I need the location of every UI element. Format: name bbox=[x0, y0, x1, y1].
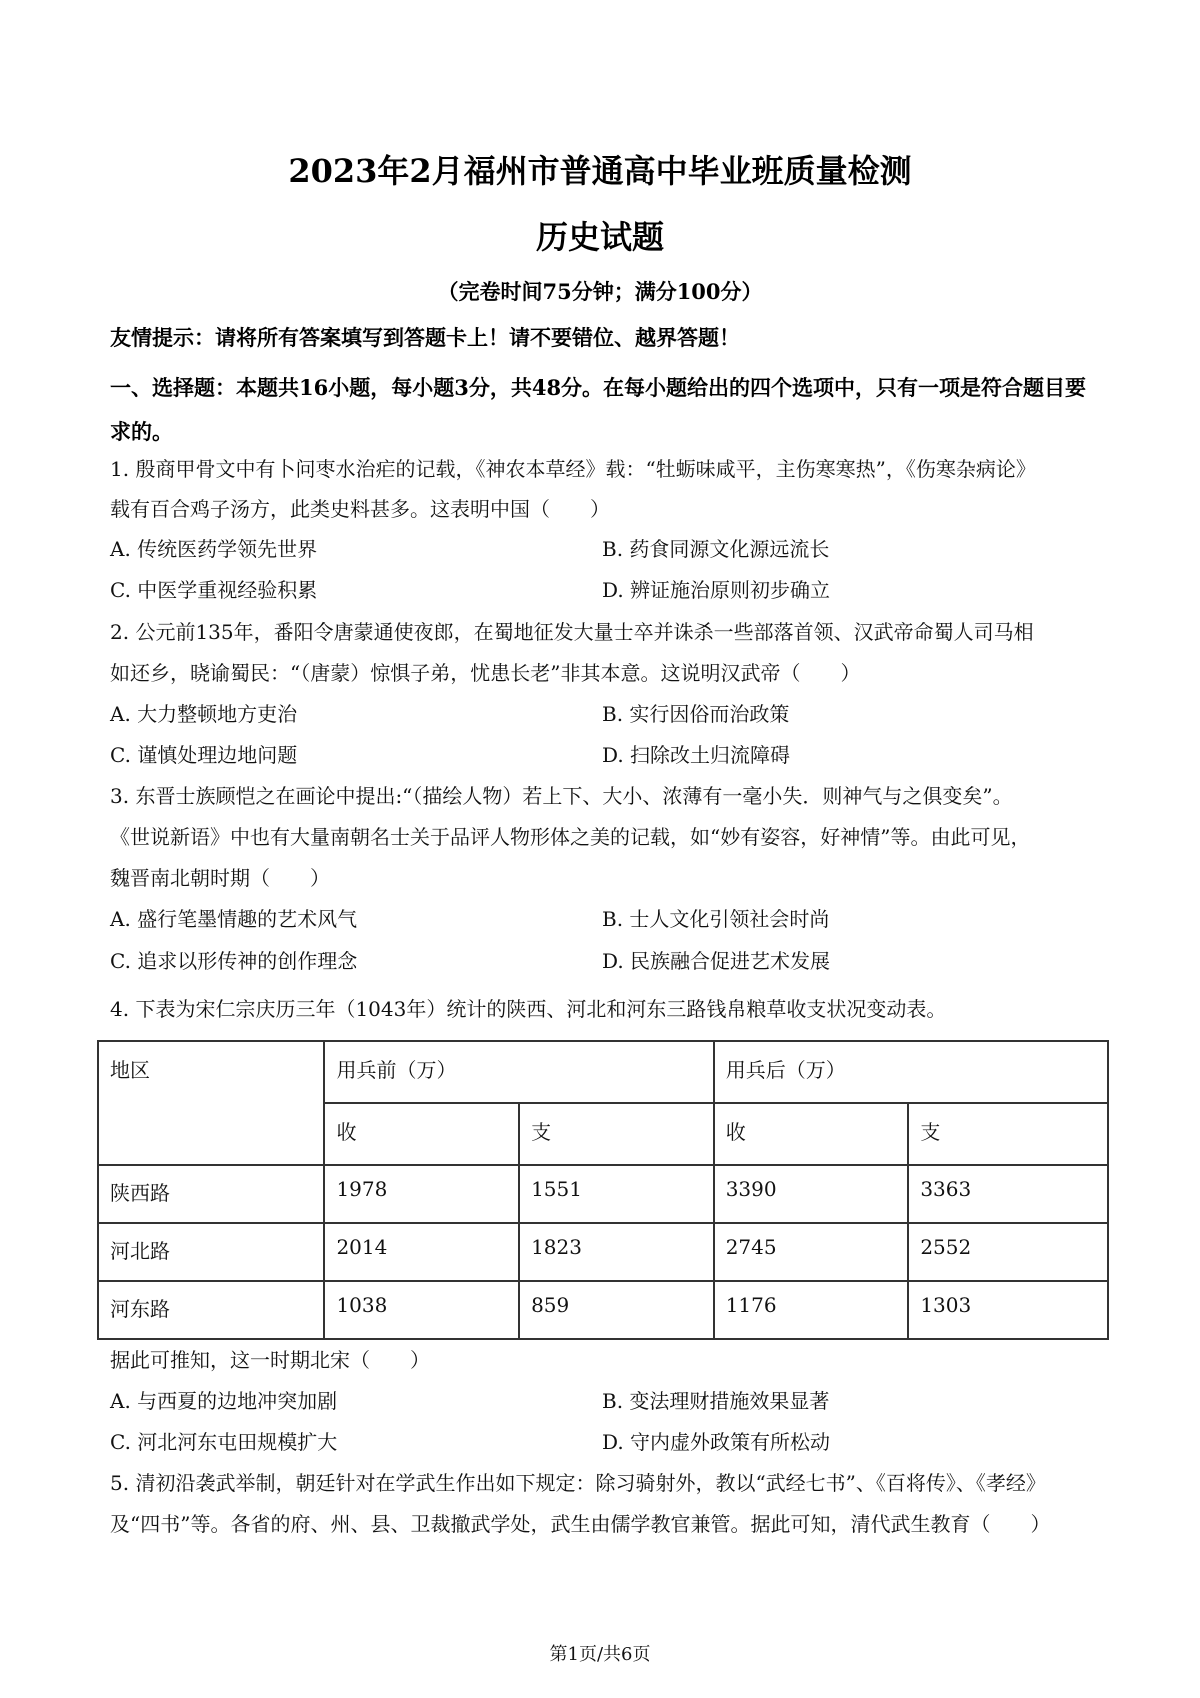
value-cell: 1038 bbox=[324, 1281, 519, 1339]
value-cell: 1303 bbox=[908, 1281, 1108, 1339]
q4-option-d: D. 守内虚外政策有所松动 bbox=[602, 1430, 831, 1454]
region-header: 地区 bbox=[98, 1041, 324, 1165]
table-row bbox=[98, 1165, 1108, 1223]
region-cell: 河东路 bbox=[98, 1281, 324, 1339]
value-cell: 2552 bbox=[908, 1223, 1108, 1281]
q1-option-c: C. 中医学重视经验积累 bbox=[110, 578, 318, 602]
q2-option-b: B. 实行因俗而治政策 bbox=[602, 702, 790, 726]
time-note: （完卷时间75分钟；满分100分） bbox=[437, 279, 763, 304]
income-header: 收 bbox=[714, 1103, 909, 1165]
q5-stem-line: 5. 清初沿袭武举制，朝廷针对在学武生作出如下规定：除习骑射外，教以“武经七书”、《百将传》、《孝经》 bbox=[110, 1471, 1046, 1495]
value-cell: 1823 bbox=[519, 1223, 714, 1281]
after-war-header: 用兵后（万） bbox=[714, 1041, 1108, 1103]
q1-option-d: D. 辨证施治原则初步确立 bbox=[602, 578, 831, 602]
expense-header: 支 bbox=[519, 1103, 714, 1165]
exam-title: 2023年2月福州市普通高中毕业班质量检测 bbox=[288, 152, 912, 190]
table-row bbox=[98, 1281, 1108, 1339]
q2-stem-line: 如还乡，晓谕蜀民：“（唐蒙）惊惧子弟，忧患长老”非其本意。这说明汉武帝（ ） bbox=[110, 661, 861, 685]
q2-option-c: C. 谨慎处理边地问题 bbox=[110, 743, 298, 767]
q1-option-a: A. 传统医药学领先世界 bbox=[110, 537, 318, 561]
value-cell: 859 bbox=[519, 1281, 714, 1339]
q1-stem-line: 载有百合鸡子汤方，此类史料甚多。这表明中国（ ） bbox=[110, 497, 610, 521]
q1-option-b: B. 药食同源文化源远流长 bbox=[602, 537, 830, 561]
q3-option-c: C. 追求以形传神的创作理念 bbox=[110, 949, 358, 973]
before-war-header: 用兵前（万） bbox=[324, 1041, 713, 1103]
exam-subtitle: 历史试题 bbox=[535, 218, 664, 256]
q3-option-d: D. 民族融合促进艺术发展 bbox=[602, 949, 831, 973]
region-cell: 陕西路 bbox=[98, 1165, 324, 1223]
table-header-row bbox=[98, 1041, 1108, 1103]
revenue-expenditure-table bbox=[97, 1040, 1109, 1340]
section-heading: 一、选择题：本题共16小题，每小题3分，共48分。在每小题给出的四个选项中，只有一项是符合题目要求的。 bbox=[110, 375, 1087, 444]
q1-stem-line: 1. 殷商甲骨文中有卜问枣水治疟的记载，《神农本草经》载：“牡蛎味咸平，主伤寒寒热”，《伤寒杂病论》 bbox=[110, 457, 1036, 481]
friendly-tip: 友情提示：请将所有答案填写到答题卡上！请不要错位、越界答题！ bbox=[110, 325, 740, 350]
q4-option-b: B. 变法理财措施效果显著 bbox=[602, 1389, 830, 1413]
income-header: 收 bbox=[324, 1103, 519, 1165]
q4-stem-line: 4. 下表为宋仁宗庆历三年（1043年）统计的陕西、河北和河东三路钱帛粮草收支状况变动表。 bbox=[110, 997, 947, 1021]
q4-after-table: 据此可推知，这一时期北宋（ ） bbox=[110, 1348, 430, 1372]
value-cell: 1176 bbox=[714, 1281, 909, 1339]
value-cell: 1978 bbox=[324, 1165, 519, 1223]
value-cell: 2014 bbox=[324, 1223, 519, 1281]
q3-option-b: B. 士人文化引领社会时尚 bbox=[602, 907, 830, 931]
q4-option-c: C. 河北河东屯田规模扩大 bbox=[110, 1430, 338, 1454]
value-cell: 2745 bbox=[714, 1223, 909, 1281]
q4-option-a: A. 与西夏的边地冲突加剧 bbox=[110, 1389, 338, 1413]
page-number: 第1页/共6页 bbox=[549, 1644, 651, 1665]
value-cell: 3390 bbox=[714, 1165, 909, 1223]
q3-stem-line: 魏晋南北朝时期（ ） bbox=[110, 866, 330, 890]
value-cell: 1551 bbox=[519, 1165, 714, 1223]
q3-stem-line: 《世说新语》中也有大量南朝名士关于品评人物形体之美的记载，如“妙有姿容，好神情”等。由此可见， bbox=[110, 825, 1031, 849]
table-row bbox=[98, 1223, 1108, 1281]
q3-stem-line: 3. 东晋士族顾恺之在画论中提出:“（描绘人物）若上下、大小、浓薄有一毫小失．则神气与之俱变矣”。 bbox=[110, 784, 1013, 808]
q5-stem-line: 及“四书”等。各省的府、州、县、卫裁撤武学处，武生由儒学教官兼管。据此可知，清代武生教育（ ） bbox=[110, 1512, 1051, 1536]
q2-option-d: D. 扫除改土归流障碍 bbox=[602, 743, 791, 767]
expense-header: 支 bbox=[908, 1103, 1108, 1165]
value-cell: 3363 bbox=[908, 1165, 1108, 1223]
q3-option-a: A. 盛行笔墨情趣的艺术风气 bbox=[110, 907, 358, 931]
region-cell: 河北路 bbox=[98, 1223, 324, 1281]
q2-stem-line: 2. 公元前135年，番阳令唐蒙通使夜郎，在蜀地征发大量士卒并诛杀一些部落首领、汉武帝命蜀人司马相 bbox=[110, 620, 1034, 644]
q2-option-a: A. 大力整顿地方吏治 bbox=[110, 702, 298, 726]
